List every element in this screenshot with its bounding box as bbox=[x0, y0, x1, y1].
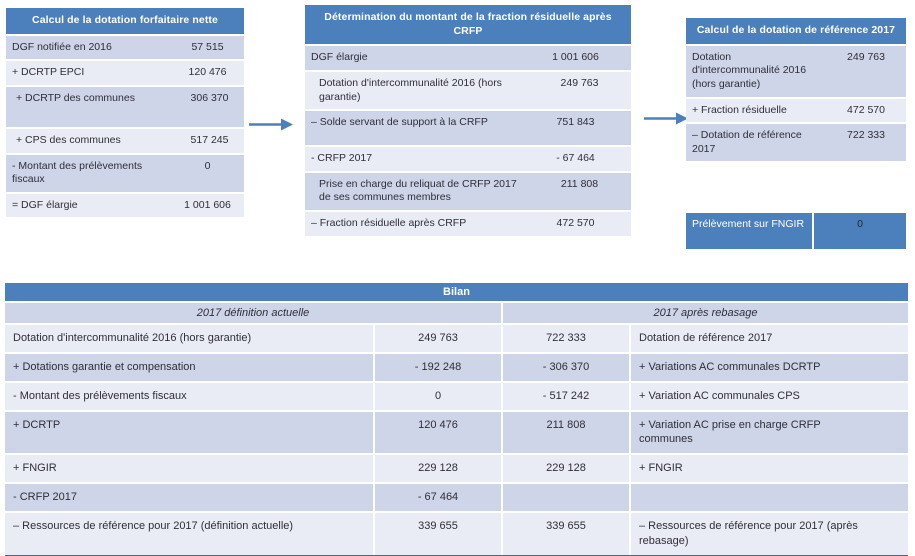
flow-arrow-right-icon bbox=[642, 110, 690, 132]
bilan-left-value: - 192 248 bbox=[375, 354, 501, 381]
table-title: Calcul de la dotation de référence 2017 bbox=[686, 18, 906, 44]
row-value: 722 333 bbox=[847, 129, 885, 142]
bilan-right-value: - 306 370 bbox=[503, 354, 629, 381]
bilan-right-value: 722 333 bbox=[503, 325, 629, 352]
table-row bbox=[305, 147, 631, 171]
bilan-left-value: 339 655 bbox=[375, 513, 501, 555]
row-value: 1 001 606 bbox=[552, 51, 599, 64]
table-row bbox=[686, 213, 906, 249]
row-label: Dotation d'intercommunalité 2016 (hors garantie) bbox=[319, 76, 502, 103]
row-label: – Fraction résiduelle après CRFP bbox=[311, 217, 467, 230]
bilan-left-label: + FNGIR bbox=[5, 455, 373, 482]
table-row bbox=[305, 72, 631, 109]
row-value: 211 808 bbox=[560, 177, 599, 190]
row-label: DGF élargie bbox=[311, 51, 368, 64]
table-fraction-residuelle bbox=[305, 5, 631, 236]
row-value: 472 570 bbox=[556, 217, 595, 230]
flow-arrow-right-icon bbox=[247, 116, 295, 138]
bilan-left-value: 229 128 bbox=[375, 455, 501, 482]
bilan-right-label: + Variation AC communales CPS bbox=[631, 383, 908, 410]
bilan-right-label bbox=[631, 484, 908, 511]
row-label: + CPS des communes bbox=[16, 133, 121, 146]
table-row bbox=[6, 87, 244, 127]
bilan-left-value: 249 763 bbox=[375, 325, 501, 352]
bilan-left-label: Dotation d'intercommunalité 2016 (hors garantie) bbox=[5, 325, 373, 352]
table-row bbox=[686, 124, 906, 161]
bilan-subheader-left: 2017 définition actuelle bbox=[5, 303, 501, 323]
bilan-subheader-right: 2017 après rebasage bbox=[503, 303, 908, 323]
row-label: + DCRTP EPCI bbox=[12, 66, 85, 79]
row-value: 306 370 bbox=[190, 91, 229, 104]
table-row bbox=[305, 173, 631, 210]
table-row bbox=[6, 155, 244, 192]
bilan-left-label: – Ressources de référence pour 2017 (définition actuelle) bbox=[5, 513, 373, 555]
table-title: Calcul de la dotation forfaitaire nette bbox=[6, 8, 244, 34]
table-dotation-forfaitaire bbox=[6, 8, 244, 217]
row-label: – Solde servant de support à la CRFP bbox=[311, 116, 488, 129]
bilan-right-value bbox=[503, 484, 629, 511]
table-row bbox=[686, 99, 906, 123]
row-value: 57 515 bbox=[191, 40, 224, 53]
row-label: = DGF élargie bbox=[12, 198, 78, 211]
row-label: + Fraction résiduelle bbox=[692, 103, 787, 116]
bilan-right-value: 211 808 bbox=[503, 412, 629, 454]
row-label: + DCRTP des communes bbox=[16, 91, 135, 104]
bilan-left-value: 0 bbox=[375, 383, 501, 410]
table-row bbox=[305, 46, 631, 70]
table-row bbox=[6, 61, 244, 85]
bilan-right-label: + Variation AC prise en charge CRFP communes bbox=[631, 412, 908, 454]
row-label: – Dotation de référence 2017 bbox=[692, 129, 802, 155]
bilan-right-label: – Ressources de référence pour 2017 (après rebasage) bbox=[631, 513, 908, 555]
table-row bbox=[686, 46, 906, 97]
row-value: 472 570 bbox=[847, 103, 885, 116]
table-dotation-reference bbox=[686, 18, 906, 161]
fngir-box bbox=[686, 213, 906, 249]
row-value: 120 476 bbox=[188, 66, 227, 79]
table-row bbox=[305, 111, 631, 145]
bilan-left-value: 120 476 bbox=[375, 412, 501, 454]
row-label: - CRFP 2017 bbox=[311, 152, 373, 165]
bilan-right-value: - 517 242 bbox=[503, 383, 629, 410]
bilan-left-label: - Montant des prélèvements fiscaux bbox=[5, 383, 373, 410]
row-label: Dotation d'intercommunalité 2016 (hors garantie) bbox=[692, 50, 807, 90]
row-value: 751 843 bbox=[556, 116, 595, 129]
row-value: 249 763 bbox=[847, 50, 885, 63]
row-label: - Montant des prélèvements fiscaux bbox=[12, 159, 143, 186]
row-value: 0 bbox=[814, 213, 906, 249]
bilan-right-value: 229 128 bbox=[503, 455, 629, 482]
bilan-left-label: + DCRTP bbox=[5, 412, 373, 454]
bilan-right-label: + Variations AC communales DCRTP bbox=[631, 354, 908, 381]
bilan-left-label: - CRFP 2017 bbox=[5, 484, 373, 511]
bilan-left-label: + Dotations garantie et compensation bbox=[5, 354, 373, 381]
table-row bbox=[6, 36, 244, 60]
row-label: DGF notifiée en 2016 bbox=[12, 40, 112, 53]
table-bilan bbox=[5, 283, 908, 556]
row-value: 0 bbox=[204, 159, 211, 172]
bilan-title: Bilan bbox=[5, 283, 908, 301]
table-row bbox=[305, 212, 631, 236]
row-value: 249 763 bbox=[560, 76, 599, 89]
row-value: 1 001 606 bbox=[184, 198, 231, 211]
table-title: Détermination du montant de la fraction résiduelle après CRFP bbox=[305, 5, 631, 44]
bilan-left-value: - 67 464 bbox=[375, 484, 501, 511]
bilan-right-label: Dotation de référence 2017 bbox=[631, 325, 908, 352]
table-row bbox=[6, 129, 244, 153]
bilan-right-label: + FNGIR bbox=[631, 455, 908, 482]
row-value: - 67 464 bbox=[556, 152, 595, 165]
bilan-right-value: 339 655 bbox=[503, 513, 629, 555]
row-label: Prélèvement sur FNGIR bbox=[686, 213, 812, 249]
row-value: 517 245 bbox=[190, 133, 229, 146]
row-label: Prise en charge du reliquat de CRFP 2017 de ses communes membres bbox=[319, 177, 517, 204]
table-row bbox=[6, 194, 244, 218]
